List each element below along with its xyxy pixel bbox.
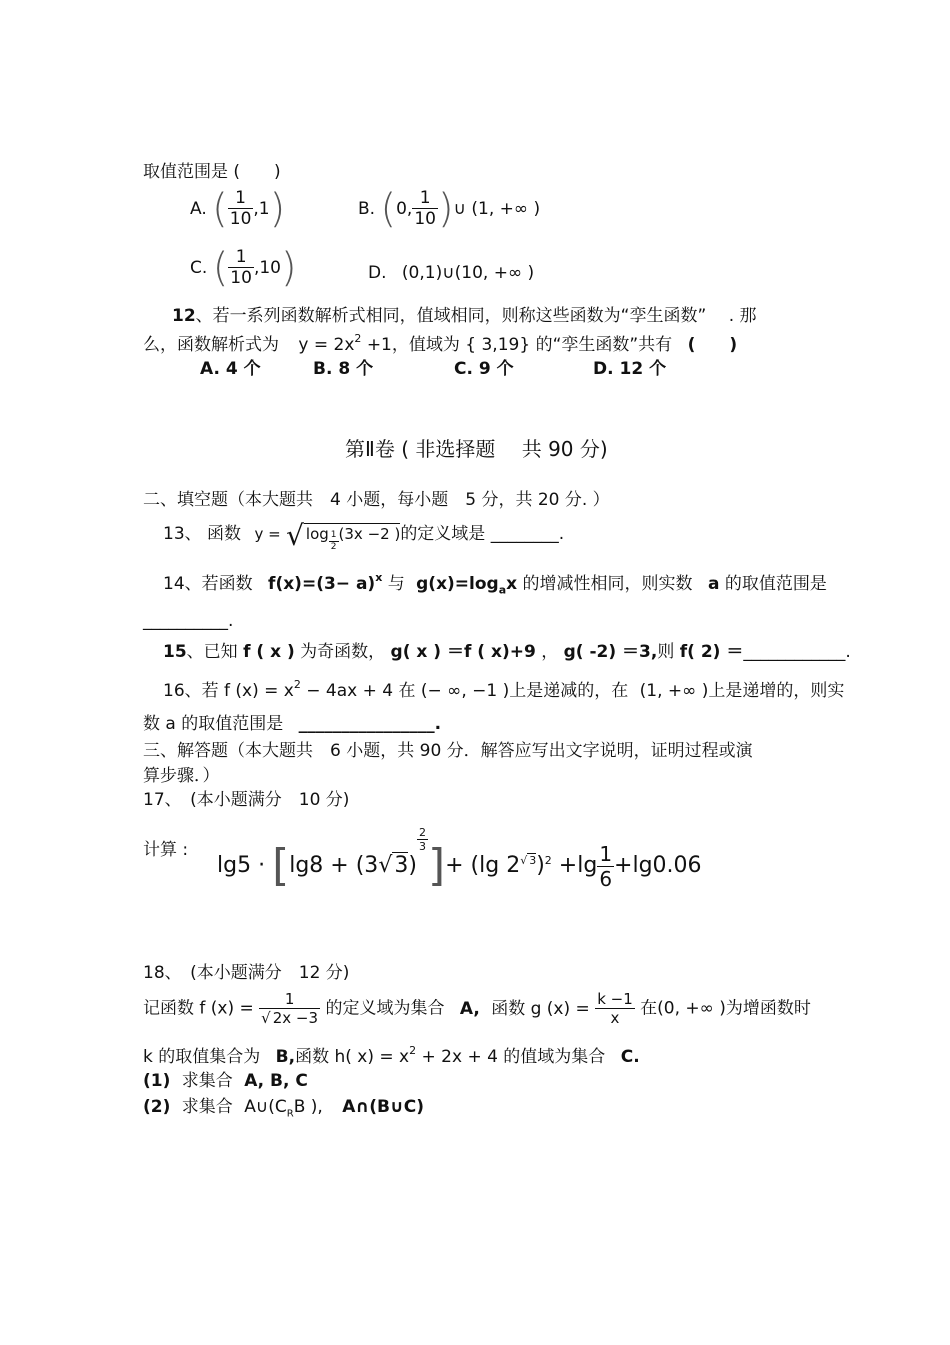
q13-prefix: 13、 函数 <box>163 524 242 544</box>
q12-line2 <box>143 332 737 355</box>
frac-den: 2x −3 <box>272 1009 319 1027</box>
right-bracket: ] <box>427 840 446 892</box>
q17-head: 17、 (本小题满分 10 分) <box>143 790 350 810</box>
q12-option-b: B. 8 个 <box>313 359 374 379</box>
q15-g2: g( -2) ＝3, <box>563 642 658 662</box>
q18-l2-a: k 的取值集合为 <box>143 1047 261 1067</box>
q17-t2: lg8 + (3 <box>289 853 379 879</box>
q17-label: 计算 : <box>143 840 189 860</box>
q14-g: g(x)=log <box>416 574 499 594</box>
q14-a: a <box>707 574 720 594</box>
q16-blank: ________________. <box>298 714 442 734</box>
q18-l1-c: 函数 g (x) = <box>491 998 590 1019</box>
q12-option-a: A. 4 个 <box>200 359 261 379</box>
q16-text2: 上是递增的，则实 <box>708 681 845 701</box>
q13-suffix: 的定义域是 ________. <box>400 524 565 544</box>
q18-l2-c: + 2x + 4 的值域为集合 <box>416 1047 606 1067</box>
option-b-head: 0, <box>396 198 413 219</box>
solve-heading-line1: 三、解答题（本大题共 6 小题，共 90 分．解答应写出文字说明，证明过程或演 <box>143 741 753 761</box>
frac-den: 10 <box>229 209 252 230</box>
q17-exp2: 2 <box>544 854 552 868</box>
q12-line1 <box>172 306 757 326</box>
frac-den: 2 <box>330 542 337 552</box>
q11-option-a <box>190 185 286 232</box>
q15-gx: g( x ) ＝f ( x)+9 <box>390 642 536 662</box>
q18-part1-sets: A, B, C <box>244 1071 308 1091</box>
q16-line2 <box>143 714 441 734</box>
option-c-label: C. <box>190 257 208 278</box>
q17-exponent <box>417 826 428 853</box>
sqrt-sign-small: √ <box>520 854 528 868</box>
q17-sqrt3: 3 <box>394 853 409 879</box>
frac-num: 1 <box>330 530 337 541</box>
q18-part1-number: (1) <box>143 1071 171 1091</box>
q17-t6: +lg <box>558 853 598 879</box>
option-d-text: (0,1)∪(10, +∞ ) <box>401 263 535 283</box>
q17-t1: lg5 · <box>217 853 266 879</box>
q15-text3: ， <box>541 642 559 662</box>
left-bracket: [ <box>272 840 290 892</box>
frac-num: 1 <box>228 247 254 268</box>
q16-prefix: 16、若 f (x) = x <box>163 681 294 701</box>
q14-f-exp: x <box>375 571 383 584</box>
q11-intro: 取值范围是 ( ) <box>143 162 281 182</box>
frac-den: 3 <box>418 840 426 854</box>
q18-part1-text: 求集合 <box>181 1071 233 1091</box>
frac-num: 1 <box>259 990 320 1009</box>
q13-radicand <box>304 523 401 552</box>
q16-interval2: (1, +∞ ) <box>639 681 709 701</box>
left-paren: ( <box>212 185 228 232</box>
q14-suffix1: 的增减性相同，则实数 <box>522 574 693 594</box>
right-paren: ) <box>437 185 454 232</box>
q12-line2-text: 么，函数解析式为 <box>143 335 279 355</box>
sqrt-sign: √ <box>286 519 304 552</box>
q15-fx: f ( x ) <box>243 642 295 662</box>
q18-f-fraction <box>259 990 320 1027</box>
option-b-label: B. <box>358 198 376 219</box>
q18-part2-expr1: A∪(C <box>244 1097 287 1117</box>
q15-text4: 则 <box>657 642 675 662</box>
q14-f: f(x)=(3− a) <box>268 574 376 594</box>
q11-option-b <box>358 185 541 232</box>
q16-text1: 上是递减的，在 <box>509 681 629 701</box>
q18-part2 <box>143 1097 424 1120</box>
q18-head: 18、 (本小题满分 12 分) <box>143 963 350 983</box>
q14-g-tail: x <box>506 574 518 594</box>
q18-line1 <box>143 990 811 1027</box>
fill-heading: 二、填空题（本大题共 4 小题，每小题 5 分，共 20 分. ） <box>143 490 610 510</box>
q14-g-sub: a <box>498 583 507 597</box>
q18-part2-text: 求集合 <box>181 1097 233 1117</box>
q18-interval: (0, +∞ ) <box>657 998 726 1019</box>
q13 <box>163 519 564 553</box>
q17-expression <box>217 826 702 893</box>
q12-formula: y = 2x <box>298 335 355 355</box>
option-b-tail: ∪ (1, +∞ ) <box>453 198 541 219</box>
q18-set-c: C. <box>620 1047 640 1067</box>
left-paren: ( <box>212 244 229 291</box>
frac-num: 1 <box>228 188 254 209</box>
q18-l1-d: 在 <box>640 998 658 1019</box>
q11-option-d <box>368 263 534 283</box>
q12-option-c: C. 9 个 <box>454 359 514 379</box>
q14-mid: 与 <box>387 574 405 594</box>
right-paren: ) <box>280 244 297 291</box>
q18-part2-sub: R <box>286 1108 294 1120</box>
frac-num: 1 <box>599 841 613 866</box>
frac-num: 1 <box>412 188 438 209</box>
frac-den: 10 <box>230 268 252 289</box>
q12-line1-text: 、若一系列函数解析式相同，值域相同，则称这些函数为“孪生函数” . 那 <box>195 306 757 326</box>
q15-text2: 为奇函数， <box>300 642 386 662</box>
q17-t5: ) <box>536 853 545 879</box>
q11-option-c <box>190 244 297 291</box>
q18-l1-e: 为增函数时 <box>725 998 811 1019</box>
fraction <box>228 188 254 230</box>
q16-mid: − 4ax + 4 在 <box>300 681 416 701</box>
q18-l1-b: 的定义域为集合 <box>325 998 445 1019</box>
q12-option-d: D. 12 个 <box>593 359 667 379</box>
option-a-tail: ,1 <box>253 198 270 219</box>
q15-number: 15 <box>163 642 187 662</box>
q18-set-a: A, <box>459 998 480 1019</box>
q13-y: y = <box>254 525 281 543</box>
q14-blank: __________. <box>143 611 234 631</box>
q17-fraction <box>597 842 614 891</box>
q18-g-fraction <box>595 990 635 1027</box>
q18-l2-b: 函数 h( x) = x <box>295 1047 410 1067</box>
frac-num: k −1 <box>597 990 633 1008</box>
q12-formula-tail: +1，值域为 { 3,19} 的“孪生函数”共有 <box>366 335 673 355</box>
q18-l1-a: 记函数 f (x) = <box>143 998 254 1019</box>
q18-part1 <box>143 1071 308 1091</box>
q14-suffix2: 的取值范围是 <box>724 574 827 594</box>
q18-part2-expr1b: B ), <box>293 1097 323 1117</box>
fraction <box>228 247 254 289</box>
q18-part2-number: (2) <box>143 1097 171 1117</box>
right-paren: ) <box>269 185 286 232</box>
q15 <box>163 642 851 662</box>
q16-interval1: (− ∞, −1 ) <box>420 681 510 701</box>
q18-set-b: B, <box>275 1047 296 1067</box>
q13-log: log <box>305 525 329 543</box>
q17-sqrt3b: 3 <box>529 854 537 868</box>
q16-line2-text: 数 a 的取值范围是 <box>143 714 284 734</box>
frac-num: 2 <box>418 826 426 839</box>
frac-den: 10 <box>414 209 436 230</box>
q12-formula-exp: 2 <box>354 332 362 345</box>
q18-line2 <box>143 1044 640 1067</box>
q16-line1 <box>163 678 844 701</box>
q15-f2: f( 2) ＝ <box>679 642 744 662</box>
q14-prefix: 14、若函数 <box>163 574 253 594</box>
q17-t4: + (lg 2 <box>445 853 521 879</box>
q18-l2-exp: 2 <box>409 1044 417 1057</box>
q15-text1: 、已知 <box>186 642 238 662</box>
section2-title: 第Ⅱ卷 ( 非选择题 共 90 分) <box>345 437 608 461</box>
q12-number: 12 <box>172 306 196 326</box>
frac-den: 6 <box>599 866 613 891</box>
q16-exp: 2 <box>293 678 301 691</box>
solve-heading-line2: 算步骤．） <box>143 766 220 786</box>
left-paren: ( <box>380 185 397 232</box>
option-c-tail: ,10 <box>253 257 281 278</box>
option-d-label: D. <box>368 263 387 283</box>
fraction <box>412 188 438 230</box>
q12-answer-paren: ( ) <box>687 335 738 355</box>
option-a-label: A. <box>190 198 207 219</box>
sqrt-sign: √ <box>378 853 393 879</box>
q13-arg: (3x −2 ) <box>338 525 401 543</box>
q15-blank: ____________. <box>743 642 851 662</box>
frac-den: x <box>610 1009 620 1027</box>
q14 <box>163 571 827 597</box>
q17-t3: ) <box>408 853 417 879</box>
q18-part2-expr2: A∩(B∪C) <box>342 1097 424 1117</box>
frac-den-wrap: √ 2x −3 <box>261 1009 319 1027</box>
q17-t7: +lg0.06 <box>614 853 702 879</box>
q13-log-base <box>329 530 339 553</box>
